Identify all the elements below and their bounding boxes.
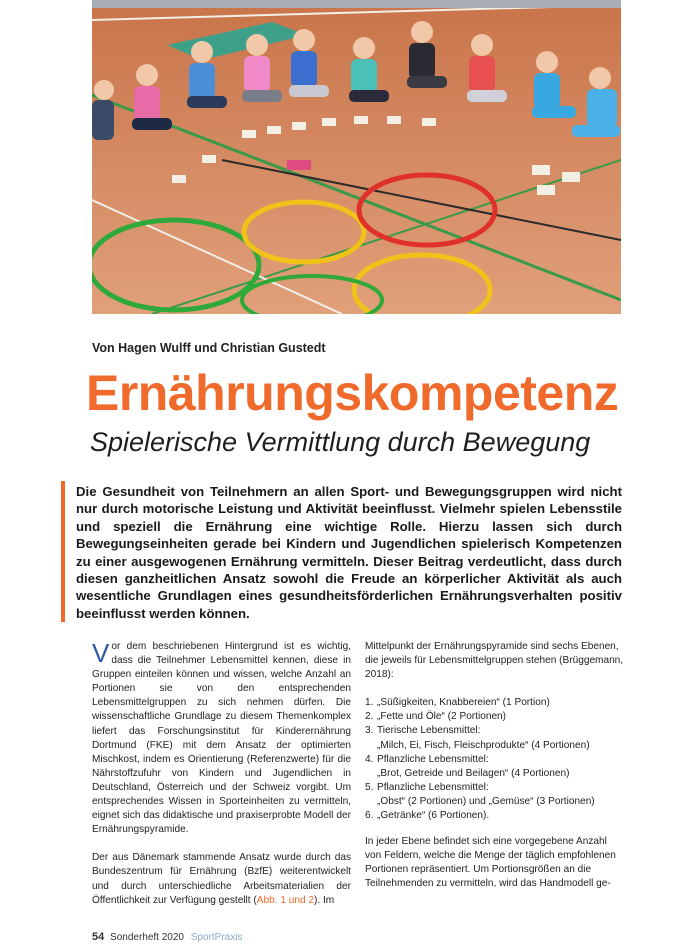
lead-accent-bar bbox=[61, 481, 65, 622]
list-item-detail: „Obst“ (2 Portionen) und „Gemüse“ (3 Portionen) bbox=[377, 795, 595, 807]
list-item bbox=[365, 710, 624, 724]
body-paragraph-2 bbox=[92, 851, 351, 907]
list-item-number: 2. bbox=[365, 711, 374, 723]
list-item-text: „Getränke“ (6 Portionen). bbox=[377, 810, 490, 822]
list-item-number: 3. bbox=[365, 725, 374, 737]
gym-scene-illustration bbox=[92, 0, 621, 314]
list-item-text: Tierische Lebensmittel: bbox=[377, 725, 481, 737]
list-item bbox=[365, 781, 624, 809]
list-item bbox=[365, 724, 624, 752]
list-item-number: 6. bbox=[365, 810, 374, 822]
body-paragraph-1-text: or dem beschriebenen Hintergrund ist es wichtig, dass die Teilnehmer Lebensmittel kennen, diese in Gruppen einteilen können und wissen, welche Anzahl an Portionen sie von den entsprechenden Lebensmittelgruppen zu sich nehmen dürfen. Die wissenschaftliche Grundlage zu diesem Themenkomplex liefert das Forschungsinstitut für Kinderernährung Dortmund (FKE) mit dem Ansatz der optimierten Mischkost, indem es Orientierung (Referenzwerte) für die Nährstoffzufuhr von Kindern und Jugendlichen in Deutschland, Österreich und der Schweiz vorgibt. Um entsprechendes Wissen in Sporteinheiten zu vermitteln, eignet sich das didaktische und praxiserprobte Modell der Ernährungspyramide. bbox=[92, 641, 351, 836]
body-paragraph-1 bbox=[92, 640, 351, 837]
body-column-right bbox=[365, 640, 624, 906]
list-item-detail: „Brot, Getreide und Beilagen“ (4 Portionen) bbox=[377, 767, 570, 779]
pyramid-intro: Mittelpunkt der Ernährungspyramide sind sechs Ebenen, die jeweils für Lebensmittelgruppen stehen (Brüggemann, 2018): bbox=[365, 641, 624, 681]
list-item-text: „Süßigkeiten, Knabbereien“ (1 Portion) bbox=[377, 697, 550, 709]
list-item bbox=[365, 809, 624, 823]
byline: Von Hagen Wulff und Christian Gustedt bbox=[92, 341, 326, 355]
body-column-left bbox=[92, 640, 351, 922]
list-item-text: Pflanzliche Lebensmittel: bbox=[377, 753, 489, 765]
list-item-text: Pflanzliche Lebensmittel: bbox=[377, 781, 489, 793]
magazine-name: SportPraxis bbox=[190, 932, 243, 943]
list-item-number: 1. bbox=[365, 697, 374, 709]
list-item-detail: „Milch, Ei, Fisch, Fleischprodukte“ (4 Portionen) bbox=[377, 739, 590, 751]
article-subtitle: Spielerische Vermittlung durch Bewegung bbox=[90, 427, 591, 457]
pyramid-outro: In jeder Ebene befindet sich eine vorgegebene Anzahl von Feldern, welche die Menge der täglich empfohlenen Portionen repräsentiert. Um Portionsgrößen an die Teilnehmenden zu vermitteln, wird das Handmodell ge- bbox=[365, 836, 616, 890]
list-item bbox=[365, 753, 624, 781]
body-paragraph-2-text-after: ). Im bbox=[314, 894, 335, 906]
lead-paragraph: Die Gesundheit von Teilnehmern an allen Sport- und Bewegungsgruppen wird nicht nur durch motorische Leistung und Aktivität beeinflusst. Vielmehr spielen Lebensstile und speziell die Ernährung eine wichtige Rolle. Hierzu lassen sich durch Bewegungseinheiten gerade bei Kindern und Jugendlichen spielerisch Kompetenzen zu einer ausgewogenen Ernährung vermitteln. Dieser Beitrag verdeutlicht, dass durch diesen ganzheitlichen Ansatz sowohl die Freude an körperlicher Aktivität als auch wesentliche Grundlagen eines gesundheitsförderlichen Ernährungsverhalten positiv beeinflusst werden können. bbox=[76, 484, 622, 621]
list-item-text: „Fette und Öle“ (2 Portionen) bbox=[377, 711, 507, 723]
body-paragraph-2-text-before: Der aus Dänemark stammende Ansatz wurde durch das Bundeszentrum für Ernährung (BzfE) weiterentwickelt und durch unterschiedliche Arbeitsmaterialien der Öffentlichkeit zur Verfügung gestellt ( bbox=[92, 852, 351, 906]
dropcap-letter: V bbox=[92, 638, 110, 668]
issue-label: Sonderheft 2020 bbox=[110, 932, 184, 943]
list-item-number: 4. bbox=[365, 753, 374, 765]
list-item-number: 5. bbox=[365, 781, 374, 793]
hero-photo bbox=[92, 0, 621, 314]
pyramid-level-list bbox=[365, 696, 624, 823]
page-number: 54 bbox=[92, 931, 105, 943]
page-footer bbox=[92, 931, 242, 943]
article-title: Ernährungskompetenz bbox=[86, 365, 619, 421]
list-item bbox=[365, 696, 624, 710]
figure-reference-link[interactable]: Abb. 1 und 2 bbox=[256, 894, 315, 906]
